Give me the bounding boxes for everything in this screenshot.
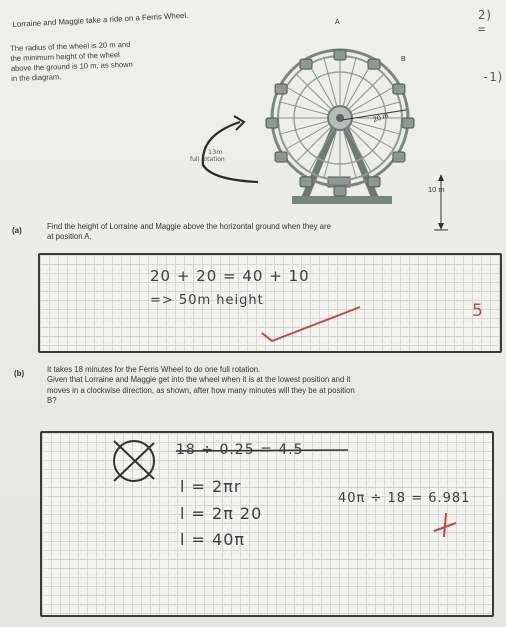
part-b-answer-box[interactable]	[40, 431, 494, 617]
wheel-cabin-icon	[402, 118, 414, 128]
wheel-spoke	[286, 87, 329, 112]
part-a-working-line: => 50m height	[150, 293, 264, 308]
part-b-label: (b)	[14, 369, 25, 378]
wheel-spoke	[324, 58, 337, 106]
wheel-cabin-icon	[393, 84, 405, 94]
question-line: Find the height of Lorraine and Maggie above the horizontal ground when they are	[47, 222, 331, 231]
label-radius: 20 m	[372, 112, 390, 124]
wheel-cabin-icon	[300, 177, 312, 187]
question-line: B?	[47, 396, 57, 406]
label-height: 10 m	[428, 185, 445, 194]
part-b-question	[47, 365, 355, 407]
wheel-spoke	[346, 64, 371, 107]
intro-line: in the diagram.	[11, 72, 62, 83]
wheel-spoke	[280, 102, 328, 115]
part-b-working-line: l = 2π 20	[180, 504, 263, 523]
handwritten-full-rotation: full rotation	[190, 156, 225, 163]
wheel-icon	[266, 50, 414, 204]
margin-note: 2) =	[478, 8, 493, 36]
wheel-cabin-icon	[368, 177, 380, 187]
part-b-working-line: l = 2πr	[180, 477, 242, 496]
question-line: It takes 18 minutes for the Ferris Wheel to do one full rotation.	[47, 365, 261, 374]
wheel-spoke	[352, 102, 400, 115]
part-b-working-line: l = 40π	[180, 530, 246, 549]
title-text: Lorraine and Maggie take a ride on a Ferris Wheel.	[12, 10, 189, 29]
wheel-cabin-icon	[275, 84, 287, 94]
part-a-score: 5	[472, 301, 483, 321]
wheel-cabin-icon	[368, 59, 380, 69]
question-line: at position A.	[47, 232, 92, 242]
wheel-cabin-icon	[393, 152, 405, 162]
handwritten-13m: 13m	[208, 148, 223, 156]
label-a: A	[335, 19, 340, 26]
margin-note: -1)	[482, 70, 504, 84]
wheel-spoke	[343, 58, 356, 106]
label-b: B	[401, 56, 406, 63]
wheel-spoke	[280, 121, 328, 134]
wheel-cabin-icon	[334, 186, 346, 196]
question-line: moves in a clockwise direction, as shown, after how many minutes will they be at position	[47, 385, 355, 395]
part-a-question	[47, 222, 331, 243]
wheel-spoke	[309, 64, 334, 107]
intro-line: above the ground is 10 m, as shown	[10, 59, 133, 73]
wheel-spoke	[350, 124, 393, 149]
tick-mark-icon	[262, 307, 360, 341]
wheel-cabin-icon	[266, 118, 278, 128]
part-a-answer-box[interactable]	[38, 253, 502, 353]
wheel-cabin-icon	[300, 59, 312, 69]
intro-line: The radius of the wheel is 20 m and	[10, 39, 131, 53]
wheel-spoke	[350, 87, 393, 112]
part-a-working-line: 20 + 20 = 40 + 10	[150, 267, 310, 285]
question-line: Given that Lorraine and Maggie get into the wheel when it is at the lowest position and it	[47, 375, 351, 385]
wheel-spoke	[286, 124, 329, 149]
part-a-label: (a)	[12, 226, 22, 235]
wheel-cabin-icon	[334, 50, 346, 60]
plus-mark-icon	[434, 513, 456, 537]
intro-line: the minimum height of the wheel	[10, 50, 120, 63]
part-b-struck-line: 18 ÷ 0.25 = 4.5	[176, 442, 304, 458]
wheel-cabin-icon	[275, 152, 287, 162]
part-b-side-calculation: 40π ÷ 18 = 6.981	[338, 491, 471, 506]
